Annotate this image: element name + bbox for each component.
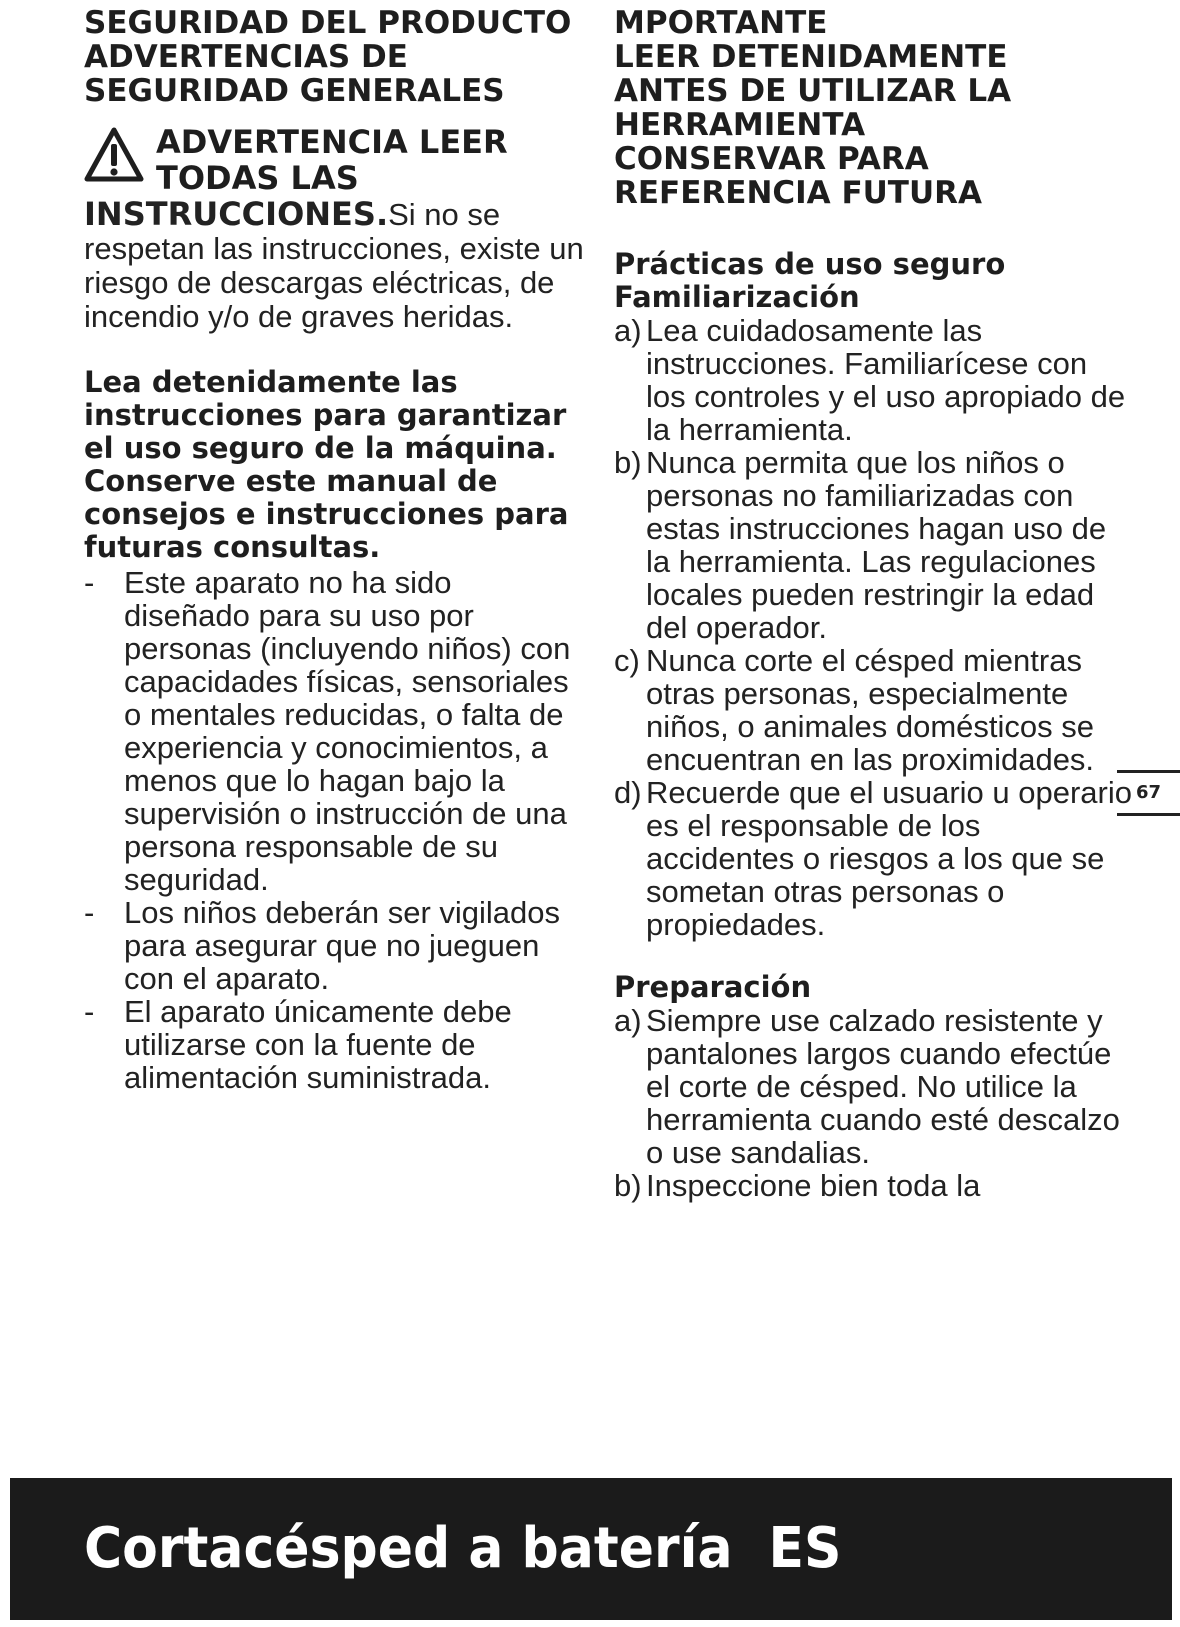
list-item bbox=[84, 566, 584, 896]
section-preparation-title: Preparación bbox=[614, 970, 812, 1004]
warning-body: Si no se respetan las instrucciones, existe un riesgo de descargas eléctricas, de incendio y/o de graves heridas. bbox=[84, 197, 584, 334]
safety-header-line-1: SEGURIDAD DEL PRODUCTO bbox=[84, 5, 572, 41]
list-dash: - bbox=[84, 895, 95, 930]
product-name: Cortacésped a batería bbox=[84, 1516, 733, 1581]
warning-title bbox=[84, 124, 584, 196]
important-header-line-3: ANTES DE UTILIZAR LA bbox=[614, 73, 1012, 109]
warning-title-line-2: TODAS LAS bbox=[156, 159, 359, 197]
list-item-text: Inspeccione bien toda la bbox=[646, 1168, 981, 1203]
list-item-text: El aparato únicamente debe utilizarse con la fuente de alimentación suministrada. bbox=[124, 994, 512, 1095]
safety-header-line-2: ADVERTENCIAS DE bbox=[84, 39, 408, 75]
important-header-line-1: MPORTANTE bbox=[614, 5, 828, 41]
list-item bbox=[614, 1004, 1134, 1169]
list-item bbox=[614, 644, 1134, 776]
read-instructions-note: Lea detenidamente las instrucciones para garantizar el uso seguro de la máquina. Conserve este manual de consejos e instrucciones para futuras consultas. bbox=[84, 365, 569, 564]
list-marker: b) bbox=[614, 445, 642, 480]
warnings-list bbox=[84, 566, 584, 1094]
list-item bbox=[84, 896, 584, 995]
list-marker: a) bbox=[614, 313, 642, 348]
list-marker: c) bbox=[614, 643, 640, 678]
preparation-list bbox=[614, 1004, 1134, 1202]
section-safe-use-title-line-1: Prácticas de uso seguro bbox=[614, 247, 1006, 281]
footer-title bbox=[84, 1514, 842, 1583]
list-item-text: Los niños deberán ser vigilados para asegurar que no jueguen con el aparato. bbox=[124, 895, 560, 996]
safety-header bbox=[84, 6, 584, 108]
list-item-text: Nunca corte el césped mientras otras personas, especialmente niños, o animales domésticos se encuentran en las proximidades. bbox=[646, 643, 1095, 777]
list-item-text: Lea cuidadosamente las instrucciones. Familiarícese con los controles y el uso apropiado de la herramienta. bbox=[646, 313, 1126, 447]
list-dash: - bbox=[84, 994, 95, 1029]
list-marker: a) bbox=[614, 1003, 642, 1038]
section-safe-use-title bbox=[614, 248, 1134, 314]
warning-title-line-3: INSTRUCCIONES. bbox=[84, 195, 389, 233]
page-number: 67 bbox=[1117, 770, 1180, 816]
important-header bbox=[614, 6, 1134, 210]
footer-bar bbox=[10, 1478, 1172, 1620]
warning-triangle-icon bbox=[84, 126, 144, 184]
important-header-line-6: REFERENCIA FUTURA bbox=[614, 175, 982, 211]
left-column bbox=[84, 6, 584, 1094]
list-marker: b) bbox=[614, 1168, 642, 1203]
list-item-text: Siempre use calzado resistente y pantalones largos cuando efectúe el corte de césped. No utilice la herramienta cuando esté descalzo o use sandalias. bbox=[646, 1003, 1120, 1170]
list-item-text: Recuerde que el usuario u operario es el responsable de los accidentes o riesgos a los que se sometan otras personas o propiedades. bbox=[646, 775, 1132, 942]
language-code: ES bbox=[768, 1516, 842, 1581]
important-header-line-4: HERRAMIENTA bbox=[614, 107, 866, 143]
warning-text bbox=[84, 196, 584, 334]
general-warning bbox=[84, 124, 584, 334]
important-header-line-5: CONSERVAR PARA bbox=[614, 141, 929, 177]
section-safe-use-title-line-2: Familiarización bbox=[614, 280, 860, 314]
list-item bbox=[84, 995, 584, 1094]
important-header-line-2: LEER DETENIDAMENTE bbox=[614, 39, 1008, 75]
list-item-text: Nunca permita que los niños o personas no familiarizadas con estas instrucciones hagan uso de la herramienta. Las regulaciones locales pueden restringir la edad del operador. bbox=[646, 445, 1107, 645]
list-dash: - bbox=[84, 565, 95, 600]
list-item-text: Este aparato no ha sido diseñado para su uso por personas (incluyendo niños) con capacidades físicas, sensoriales o mentales reducidas, o falta de experiencia y conocimientos, a menos que lo hagan bajo la supervisión o instrucción de una persona responsable de su seguridad. bbox=[124, 565, 571, 897]
list-item bbox=[614, 314, 1134, 446]
list-marker: d) bbox=[614, 775, 642, 810]
right-column bbox=[614, 6, 1134, 1202]
safety-header-line-3: SEGURIDAD GENERALES bbox=[84, 73, 505, 109]
list-item bbox=[614, 1169, 1134, 1202]
safe-use-list bbox=[614, 314, 1134, 941]
warning-title-line-1: ADVERTENCIA LEER bbox=[156, 123, 508, 161]
list-item bbox=[614, 446, 1134, 644]
list-item bbox=[614, 776, 1134, 941]
